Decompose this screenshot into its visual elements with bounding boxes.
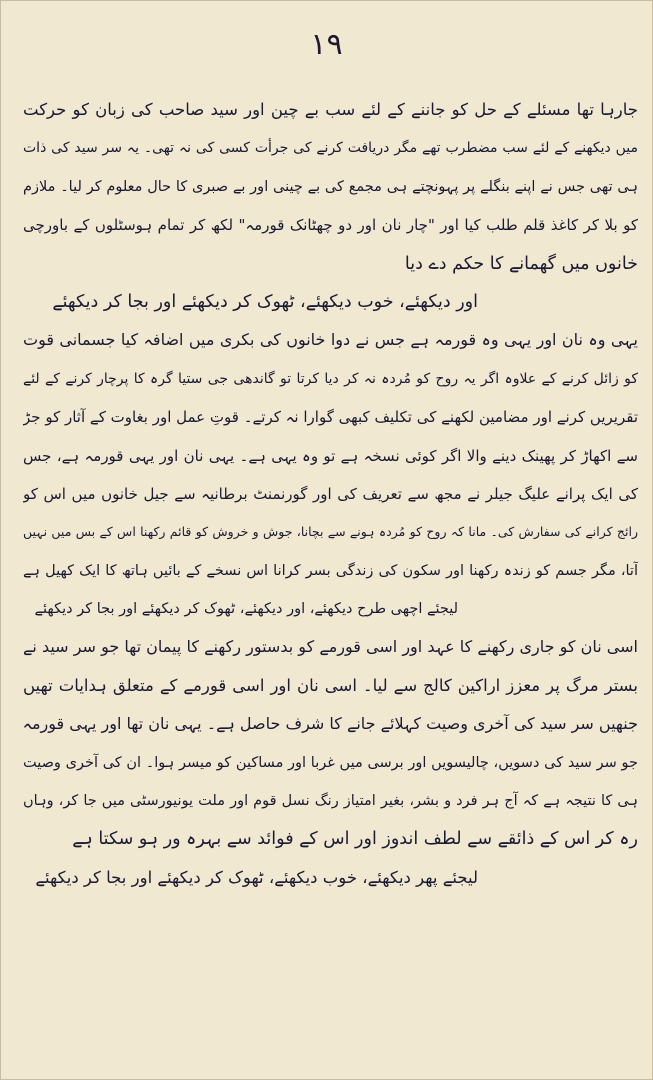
text-line: ہی تھی جس نے اپنے بنگلے پر پہونچتے ہی مجمع کی بے چینی اور بے صبری کا حال معلوم کر لیا۔ ملازم [23, 178, 638, 195]
text-line: بستر مرگ پر معزز اراکین کالج سے لیا۔ اسی نان اور اسی قورمے کے متعلق ہدایات تھیں [23, 675, 638, 695]
text-line: آتا، مگر جسم کو زندہ رکھنا اور سکون کی زندگی بسر کرانا اس نسخے کے بائیں ہاتھ کا ایک کھیل ہے [23, 562, 638, 579]
text-line: یہی وہ نان اور یہی وہ قورمہ ہے جس نے دوا خانوں کی بکری میں اضافہ کیا جسمانی قوت [23, 330, 638, 350]
text-line: کو بلا کر کاغذ قلم طلب کیا اور "چار نان اور دو چھٹانک قورمہ" لکھ کر تمام ہوسٹلوں کے باورچی [23, 216, 638, 235]
refrain-line: لیجئے پھر دیکھئے، خوب دیکھئے، ٹھوک کر دیکھئے اور بجا کر دیکھئے [35, 867, 478, 887]
text-line: جنھیں سر سید کی آخری وصیت کہلائے جانے کا شرف حاصل ہے۔ یہی نان تھا اور یہی قورمہ [23, 714, 638, 734]
text-line: کی ایک پرانے علیگ جیلر نے مجھ سے تعریف کی اور گورنمنٹ برطانیہ سے جیل خانوں میں اس کو [23, 484, 638, 503]
text-line: رہ کر اس کے ذائقے سے لطف اندوز اور اس کے فوائد سے بہرہ ور ہو سکتا ہے [72, 829, 638, 850]
text-line: اسی نان کو جاری رکھنے کا عہد اور اسی قورمے کو بدستور رکھنے کا پیمان تھا جو سر سید نے [23, 637, 638, 657]
text-line: ہی کا نتیجہ ہے کہ آج ہر فرد و بشر، بغیر امتیاز رنگ نسل قوم اور ملت یونیورسٹی میں جا کر، وہاں [23, 793, 638, 810]
text-line: سے اکھاڑ کر پھینک دینے والا اگر کوئی نسخہ ہے تو وہ یہی ہے۔ یہی نان اور یہی قورمہ ہے، جس [23, 446, 638, 465]
refrain-line: اور دیکھئے، خوب دیکھئے، ٹھوک کر دیکھئے اور بجا کر دیکھئے [52, 291, 478, 312]
text-line: خانوں میں گھمانے کا حکم دے دیا [404, 253, 638, 274]
refrain-line: لیجئے اچھی طرح دیکھئے، اور دیکھئے، ٹھوک کر دیکھئے اور بجا کر دیکھئے [34, 601, 458, 618]
text-line: جارہا تھا مسئلے کے حل کو جاننے کے لئے سب بے چین اور سید صاحب کی زبان کو حرکت [23, 100, 638, 119]
text-line: میں دیکھنے کے لئے سب مضطرب تھے مگر دریافت کرنے کی جرأت کسی کی نہ تھی۔ یہ سر سید کی ذات [23, 140, 638, 157]
text-line: تقریریں کرنے اور مضامین لکھنے کی تکلیف کبھی گوارا نہ کرتے۔ قوتِ عمل اور بغاوت کے آثار کو جڑ [23, 408, 638, 427]
text-line: کو زائل کرنے کے علاوہ اگر یہ روح کو مُردہ نہ کر دیا کرتا تو گاندھی جی ستیا گرہ کا پرچار کرنے کے لئے [23, 370, 638, 387]
page-body [23, 91, 638, 897]
page-number: ۱۹ [310, 27, 343, 62]
text-line: جو سر سید کی دسویں، چالیسویں اور برسی میں غربا اور مساکین کو میسر ہوا۔ ان کی آخری وصیت [23, 754, 638, 771]
text-line: رائج کرانے کی سفارش کی۔ مانا کہ روح کو مُردہ ہونے سے بچانا، جوش و خروش کو قائم رکھنا اس کے بس میں نہیں [23, 524, 638, 540]
